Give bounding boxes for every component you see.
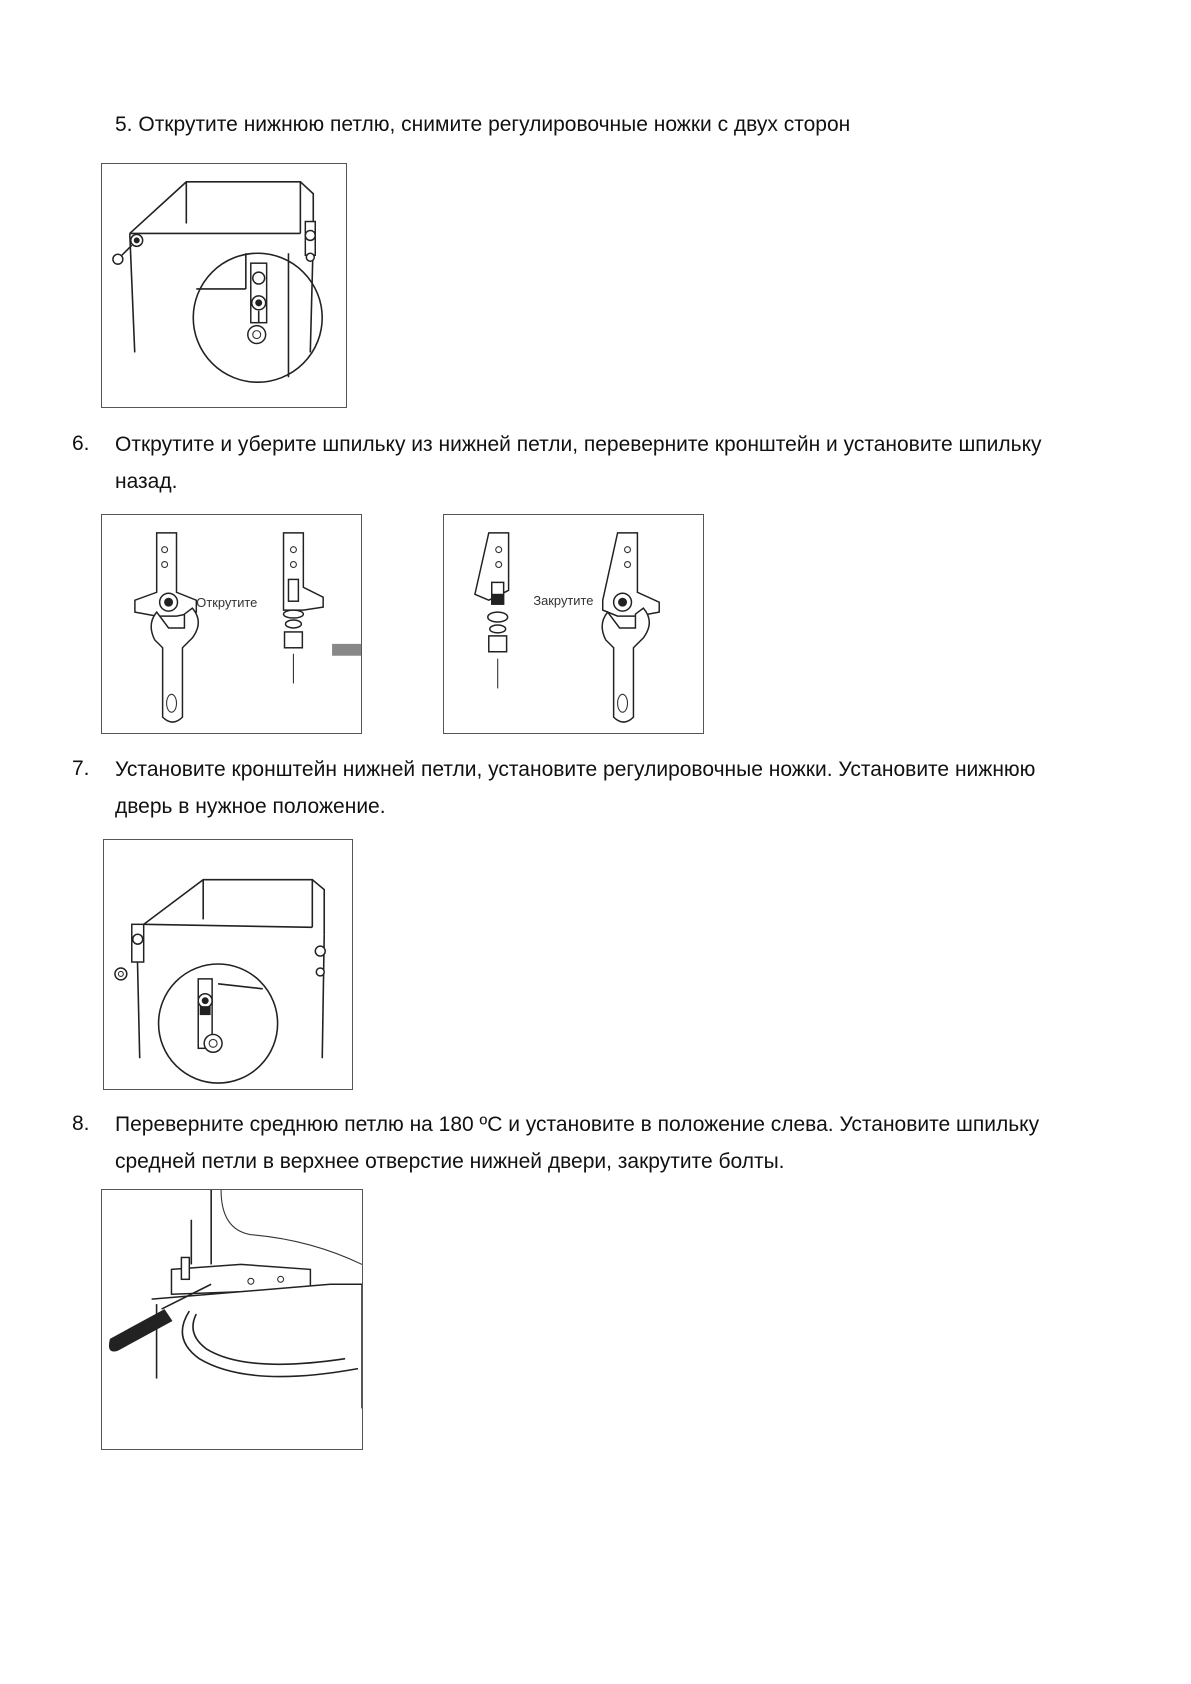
step-8-line-1: Переверните среднюю петлю на 180 ºС и установите в положение слева. Установите шпильку bbox=[115, 1113, 1040, 1136]
figure-step-6-after bbox=[443, 514, 704, 734]
step-8-line-2: средней петли в верхнее отверстие нижней двери, закрутите болты. bbox=[115, 1150, 785, 1173]
label-screw: Закрутите bbox=[533, 593, 594, 609]
step-5-line-1: Открутите нижнюю петлю, снимите регулировочные ножки с двух сторон bbox=[138, 113, 851, 136]
step-6-line-2: назад. bbox=[115, 470, 178, 493]
figure-step-7 bbox=[103, 839, 353, 1090]
step-7-line-1: Установите кронштейн нижней петли, установите регулировочные ножки. Установите нижнюю bbox=[115, 758, 1036, 781]
step-7-line-2: дверь в нужное положение. bbox=[115, 795, 386, 818]
figure-step-8-drawing bbox=[102, 1190, 362, 1449]
figure-step-6-before-drawing bbox=[102, 515, 361, 733]
step-8-number: 8. bbox=[72, 1112, 90, 1135]
label-unscrew: Открутите bbox=[196, 595, 258, 611]
figure-step-5 bbox=[101, 163, 347, 408]
figure-step-6-before bbox=[101, 514, 362, 734]
step-7-number: 7. bbox=[72, 757, 90, 780]
figure-step-8 bbox=[101, 1189, 363, 1450]
figure-step-5-drawing bbox=[102, 164, 346, 407]
step-6-line-1: Открутите и уберите шпильку из нижней петли, переверните кронштейн и установите шпильку bbox=[115, 433, 1042, 456]
step-5-text bbox=[115, 112, 850, 137]
figure-step-7-drawing bbox=[104, 840, 352, 1089]
figure-step-6-after-drawing bbox=[444, 515, 703, 733]
step-6-number: 6. bbox=[72, 432, 90, 455]
step-5-number: 5. bbox=[115, 113, 133, 136]
